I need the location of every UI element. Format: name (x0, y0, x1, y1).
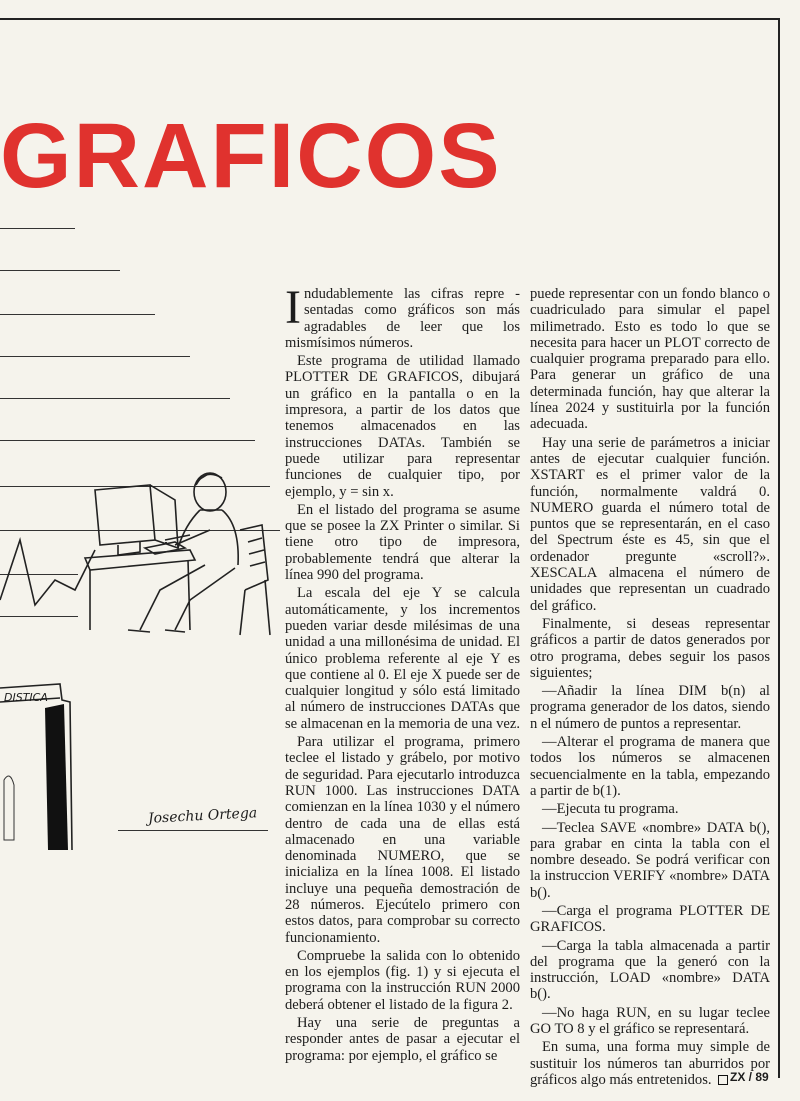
paragraph: —Teclea SAVE «nombre» DATA b(), para grabar en cinta la tabla con el nombre deseado. Se podrá verificar con la instruccion VERIFY «nombre» DATA b(). (530, 819, 770, 901)
booth-label: DISTICA (4, 691, 48, 704)
rule-line (0, 398, 230, 399)
page-right-rule (778, 18, 780, 1078)
page-folio: ZX / 89 (730, 1070, 769, 1084)
page-top-rule (0, 18, 780, 20)
paragraph: Finalmente, si deseas representar gráficos a partir de datos generados por otro programa, debes seguir los pasos siguientes; (530, 615, 770, 681)
rule-line (0, 314, 155, 315)
rule-line (0, 356, 190, 357)
paragraph: —Carga la tabla almacenada a partir del programa que la generó con la instrucción, LOAD «nombre» DATA b(). (530, 937, 770, 1003)
paragraph: —Alterar el programa de manera que todos los números se almacenen secuencialmente en la tabla, empezando a partir de b(1). (530, 734, 770, 799)
paragraph: En el listado del programa se asume que se posee la ZX Printer o similar. Si tiene otro tipo de impresora, probablemente tendrá que alterar la línea 990 del programa. (285, 501, 520, 584)
computer-user-illustration (0, 430, 290, 660)
paragraph: Hay una serie de parámetros a iniciar antes de ejecutar cualquier función. XSTART es el primer valor de la función, normalmente valdrá 0. NUMERO guarda el número total de puntos que se representarán, en el caso del Spectrum éste es 45, sin que el ordenador pregunte «scroll?». XESCALA almacena el número de unidades que representan un cuadrado del gráfico. (530, 434, 770, 614)
paragraph: La escala del eje Y se calcula automáticamente, y los incrementos pueden variar desde milésimas de una unidad a una millonésima de unidad. El único problema referente al eje Y es que contiene al 0. El eje X puede ser de cualquier longitud y sólo está limitado al número de instrucciones DATAs que se almacenan en la memoria de una vez. (285, 585, 521, 732)
article-column-2 (530, 286, 770, 1090)
paragraph: Este programa de utilidad llamado PLOTTER DE GRAFICOS, dibujará un gráfico en la pantalla o en la impresora, a partir de los datos que tenemos almacenados en las instrucciones DATAs. También se puede utilizar para representar funciones de cualquier tipo, por ejemplo, y = sin x. (285, 353, 520, 500)
paragraph: En suma, una forma muy simple de sustituir los números tan aburridos por gráficos algo más entretenidos. (530, 1039, 770, 1088)
paragraph: puede representar con un fondo blanco o cuadriculado para simular el papel milimetrado. Esto es todo lo que se necesita para hacer un PLOT correcto de cualquier programa preparado para ello. Para generar un gráfico de una determinada función, hay que alterar la línea 2024 y sustituirla por la función adecuada. (530, 286, 770, 433)
rule-line (0, 270, 120, 271)
paragraph: Para utilizar el programa, primero teclee el listado y grábelo, por motivo de seguridad. Para ejecutarlo introduzca RUN 1000. Las instrucciones DATA comienzan en la línea 1030 y el número dentro de cada una de ellas está almacenado en una variable denominada NUMERO, que se inicializa en la línea 1008. El listado incluye una pequeña demostración de 28 números. Ejecútelo primero con estos datos, para comprobar su correcto funcionamiento. (285, 734, 520, 946)
paragraph: —No haga RUN, en su lugar teclee GO TO 8 y el gráfico se representará. (530, 1004, 770, 1038)
paragraph: Indudablemente las cifras repre - sentadas como gráficos son más agradables de leer que los mismísimos números. (285, 281, 520, 351)
headline: GRAFICOS (0, 105, 502, 207)
booth-illustration (0, 680, 100, 850)
paragraph: —Carga el programa PLOTTER DE GRAFICOS. (530, 902, 770, 936)
artist-signature: Josechu Ortega (147, 805, 258, 827)
paragraph: —Ejecuta tu programa. (542, 801, 679, 818)
drop-cap: I (285, 281, 301, 334)
rule-line (0, 228, 75, 229)
paragraph: —Añadir la línea DIM b(n) al programa generador de los datos, siendo n el número de puntos a representar. (530, 683, 770, 732)
paragraph: Compruebe la salida con lo obtenido en los ejemplos (fig. 1) y si ejecuta el programa con la instrucción RUN 2000 deberá obtener el listado de la figura 2. (285, 947, 520, 1013)
article-column-1 (285, 281, 521, 1066)
end-mark-icon (718, 1075, 728, 1085)
paragraph: Hay una serie de preguntas a responder antes de pasar a ejecutar el programa: por ejemplo, el gráfico se (285, 1015, 520, 1064)
signature-underline (118, 830, 268, 831)
